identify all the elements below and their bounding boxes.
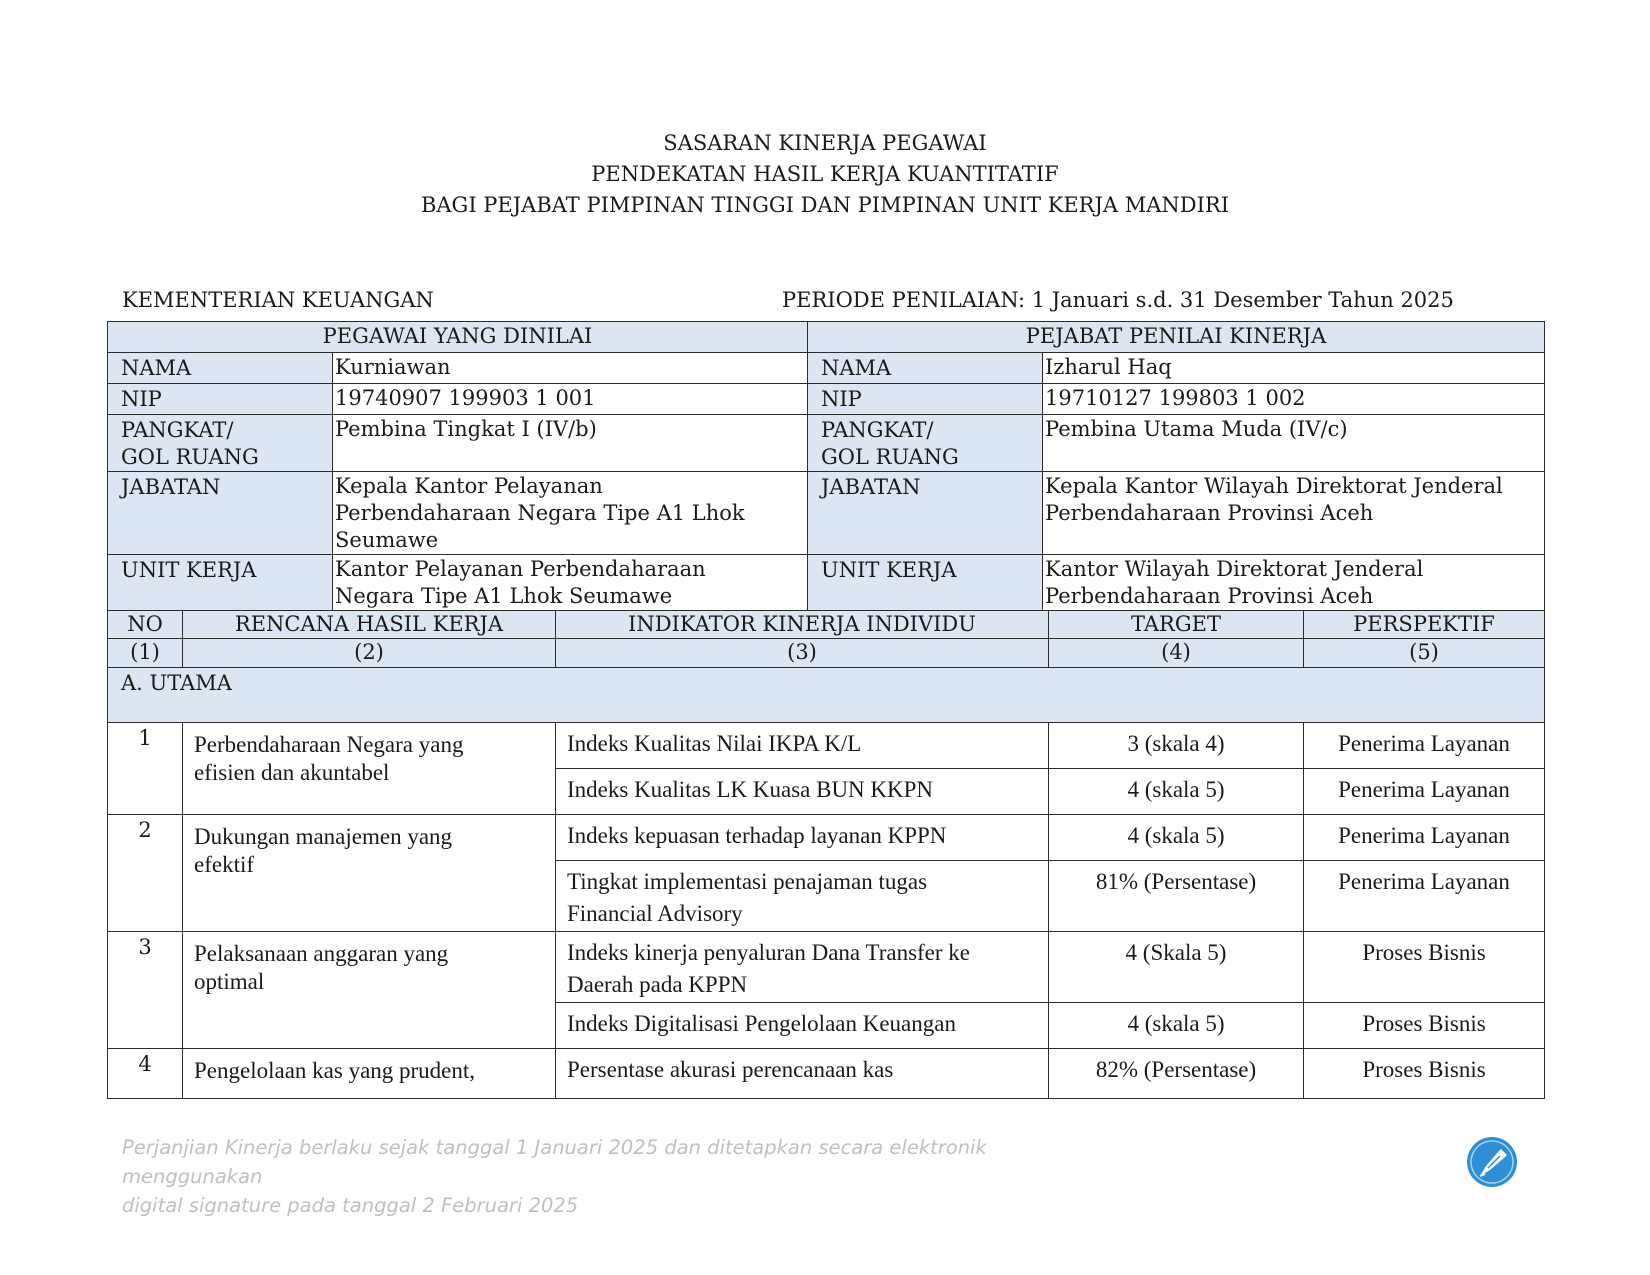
position-line-1: Kepala Kantor Wilayah Direktorat Jenderal xyxy=(1045,474,1503,498)
section-heading: A. UTAMA xyxy=(108,668,1545,723)
assessment-period: PERIODE PENILAIAN: 1 Januari s.d. 31 Desember Tahun 2025 xyxy=(782,288,1454,312)
assessor-name: Izharul Haq xyxy=(1043,353,1545,384)
work-plan-line-2: optimal xyxy=(194,969,265,994)
row-number: 2 xyxy=(108,815,183,932)
indicator-line-2: Daerah pada KPPN xyxy=(567,972,748,997)
rank-label-line-1: PANGKAT/ xyxy=(121,418,234,442)
indicator-line-2: Financial Advisory xyxy=(567,901,743,926)
assessor-position-label: JABATAN xyxy=(808,472,1043,555)
employee-unit-label: UNIT KERJA xyxy=(108,555,333,611)
validity-note xyxy=(122,1133,1122,1220)
assessor-rank: Pembina Utama Muda (IV/c) xyxy=(1043,415,1545,472)
employee-nip-label: NIP xyxy=(108,384,333,415)
employee-unit xyxy=(333,555,808,611)
document-title xyxy=(0,128,1650,221)
position-line-3: Seumawe xyxy=(335,528,439,552)
validity-note-line-1: Perjanjian Kinerja berlaku sejak tanggal 1 Januari 2025 dan ditetapkan secara elektronik menggunakan xyxy=(122,1136,987,1188)
assessor-name-label: NAMA xyxy=(808,353,1043,384)
perspective: Penerima Layanan xyxy=(1304,769,1545,815)
col-number: (5) xyxy=(1304,639,1545,668)
work-plan xyxy=(183,932,556,1049)
assessor-position xyxy=(1043,472,1545,555)
performance-table xyxy=(107,610,1545,1099)
employee-header: PEGAWAI YANG DINILAI xyxy=(108,322,808,353)
indicator xyxy=(556,932,1049,1003)
employee-position-label: JABATAN xyxy=(108,472,333,555)
employee-name: Kurniawan xyxy=(333,353,808,384)
assessor-nip: 19710127 199803 1 002 xyxy=(1043,384,1545,415)
employee-rank: Pembina Tingkat I (IV/b) xyxy=(333,415,808,472)
work-plan-line-1: Perbendaharaan Negara yang xyxy=(194,732,464,757)
target: 4 (skala 5) xyxy=(1049,769,1304,815)
perspective: Penerima Layanan xyxy=(1304,723,1545,769)
rank-label-line-2: GOL RUANG xyxy=(121,445,259,469)
col-header-indicator: INDIKATOR KINERJA INDIVIDU xyxy=(556,611,1049,639)
work-plan-line-1: Pelaksanaan anggaran yang xyxy=(194,941,449,966)
perspective: Penerima Layanan xyxy=(1304,861,1545,932)
work-plan xyxy=(183,723,556,815)
row-number: 1 xyxy=(108,723,183,815)
indicator: Indeks Kualitas Nilai IKPA K/L xyxy=(556,723,1049,769)
table-row xyxy=(108,1049,1545,1099)
indicator xyxy=(556,861,1049,932)
indicator-line-1: Indeks kinerja penyaluran Dana Transfer ke xyxy=(567,940,971,965)
employee-rank-label xyxy=(108,415,333,472)
perspective: Proses Bisnis xyxy=(1304,1049,1545,1099)
row-number: 3 xyxy=(108,932,183,1049)
work-plan xyxy=(183,815,556,932)
col-header-rhk: RENCANA HASIL KERJA xyxy=(183,611,556,639)
target: 81% (Persentase) xyxy=(1049,861,1304,932)
unit-line-1: Kantor Wilayah Direktorat Jenderal xyxy=(1045,557,1424,581)
unit-line-2: Negara Tipe A1 Lhok Seumawe xyxy=(335,584,673,608)
indicator: Indeks kepuasan terhadap layanan KPPN xyxy=(556,815,1049,861)
employee-nip: 19740907 199903 1 001 xyxy=(333,384,808,415)
position-line-2: Perbendaharaan Negara Tipe A1 Lhok xyxy=(335,501,745,525)
position-line-1: Kepala Kantor Pelayanan xyxy=(335,474,603,498)
table-row xyxy=(108,815,1545,861)
target: 3 (skala 4) xyxy=(1049,723,1304,769)
work-plan-line-2: efisien dan akuntabel xyxy=(194,760,390,785)
indicator: Indeks Digitalisasi Pengelolaan Keuangan xyxy=(556,1003,1049,1049)
indicator: Indeks Kualitas LK Kuasa BUN KKPN xyxy=(556,769,1049,815)
validity-note-line-2: digital signature pada tanggal 2 Februari 2025 xyxy=(122,1194,579,1217)
table-row xyxy=(108,723,1545,769)
assessor-rank-label xyxy=(808,415,1043,472)
digital-signature-pen-icon xyxy=(1466,1136,1518,1188)
col-header-no: NO xyxy=(108,611,183,639)
target: 4 (skala 5) xyxy=(1049,815,1304,861)
col-header-perspective: PERSPEKTIF xyxy=(1304,611,1545,639)
title-line-3: BAGI PEJABAT PIMPINAN TINGGI DAN PIMPINAN UNIT KERJA MANDIRI xyxy=(420,193,1230,217)
assessor-unit xyxy=(1043,555,1545,611)
perspective: Penerima Layanan xyxy=(1304,815,1545,861)
rank-label-line-1: PANGKAT/ xyxy=(821,418,934,442)
work-plan-line-2: efektif xyxy=(194,852,255,877)
unit-line-1: Kantor Pelayanan Perbendaharaan xyxy=(335,557,706,581)
title-line-1: SASARAN KINERJA PEGAWAI xyxy=(663,131,987,155)
target: 4 (Skala 5) xyxy=(1049,932,1304,1003)
institution-name: KEMENTERIAN KEUANGAN xyxy=(122,288,434,312)
employee-position xyxy=(333,472,808,555)
employee-name-label: NAMA xyxy=(108,353,333,384)
row-number: 4 xyxy=(108,1049,183,1099)
assessor-unit-label: UNIT KERJA xyxy=(808,555,1043,611)
assessor-header: PEJABAT PENILAI KINERJA xyxy=(808,322,1545,353)
col-header-target: TARGET xyxy=(1049,611,1304,639)
perspective: Proses Bisnis xyxy=(1304,932,1545,1003)
perspective: Proses Bisnis xyxy=(1304,1003,1545,1049)
position-line-2: Perbendaharaan Provinsi Aceh xyxy=(1045,501,1374,525)
indicator: Persentase akurasi perencanaan kas xyxy=(556,1049,1049,1099)
target: 82% (Persentase) xyxy=(1049,1049,1304,1099)
target: 4 (skala 5) xyxy=(1049,1003,1304,1049)
col-number: (4) xyxy=(1049,639,1304,668)
col-number: (3) xyxy=(556,639,1049,668)
indicator-line-1: Tingkat implementasi penajaman tugas xyxy=(567,869,928,894)
work-plan xyxy=(183,1049,556,1099)
col-number: (1) xyxy=(108,639,183,668)
identity-table xyxy=(107,321,1545,611)
title-line-2: PENDEKATAN HASIL KERJA KUANTITATIF xyxy=(591,162,1059,186)
table-row xyxy=(108,932,1545,1003)
unit-line-2: Perbendaharaan Provinsi Aceh xyxy=(1045,584,1374,608)
rank-label-line-2: GOL RUANG xyxy=(821,445,959,469)
work-plan-line-1: Pengelolaan kas yang prudent, xyxy=(194,1058,476,1083)
col-number: (2) xyxy=(183,639,556,668)
assessor-nip-label: NIP xyxy=(808,384,1043,415)
work-plan-line-1: Dukungan manajemen yang xyxy=(194,824,453,849)
